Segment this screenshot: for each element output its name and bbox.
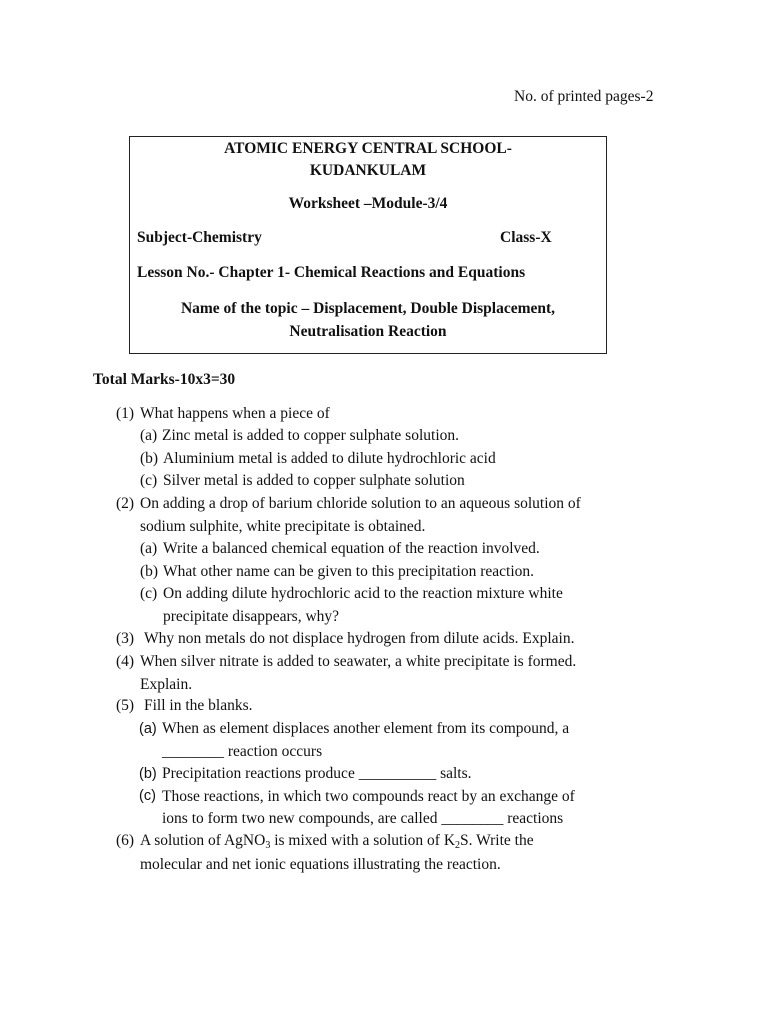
question-5a-text-line1: When as element displaces another element from its compound, a (162, 720, 570, 737)
question-2a-label: (a) (140, 540, 158, 557)
topic-line1: Name of the topic – Displacement, Double Displacement, (180, 300, 556, 317)
question-4-text-line2: Explain. (140, 676, 193, 693)
question-3-number: (3) (116, 630, 135, 647)
question-2c-label: (c) (140, 585, 158, 602)
question-2b-label: (b) (140, 563, 159, 580)
question-2-text-line2: sodium sulphite, white precipitate is obtained. (140, 518, 426, 535)
question-1b-text: Aluminium metal is added to dilute hydrochloric acid (163, 450, 496, 467)
worksheet-header-box (129, 136, 607, 354)
q6-text-part3: S. Write the (460, 832, 534, 849)
question-5a-label: (a) (139, 721, 157, 737)
question-1-text: What happens when a piece of (140, 405, 330, 422)
question-2-number: (2) (116, 495, 135, 512)
question-3-text: Why non metals do not displace hydrogen from dilute acids. Explain. (144, 630, 575, 647)
question-2c-text-line2: precipitate disappears, why? (163, 608, 340, 625)
q6-text-part1: A solution of AgNO (140, 832, 266, 849)
question-5b-text: Precipitation reactions produce __________ salts. (162, 765, 472, 782)
question-5c-text-line1: Those reactions, in which two compounds react by an exchange of (162, 788, 575, 805)
question-1c-label: (c) (140, 472, 158, 489)
school-name-line2: KUDANKULAM (309, 162, 427, 179)
question-5a-text-line2: ________ reaction occurs (162, 743, 323, 760)
question-4-number: (4) (116, 653, 135, 670)
printed-pages-count: No. of printed pages-2 (514, 88, 654, 105)
question-6-text-line2: molecular and net ionic equations illustrating the reaction. (140, 856, 501, 873)
class-label: Class-X (500, 229, 552, 246)
topic-label (130, 297, 606, 343)
question-2-text-line1: On adding a drop of barium chloride solution to an aqueous solution of (140, 495, 581, 512)
question-4-text-line1: When silver nitrate is added to seawater, a white precipitate is formed. (140, 653, 577, 670)
total-marks: Total Marks-10x3=30 (93, 371, 236, 388)
question-5c-label: (c) (139, 788, 156, 804)
question-2c-text-line1: On adding dilute hydrochloric acid to the reaction mixture white (163, 585, 563, 602)
question-5c-text-line2: ions to form two new compounds, are called ________ reactions (162, 810, 564, 827)
school-name-line1: ATOMIC ENERGY CENTRAL SCHOOL- (224, 140, 512, 157)
question-6-number: (6) (116, 832, 135, 849)
question-1c-text: Silver metal is added to copper sulphate solution (163, 472, 465, 489)
q6-subscript-2: 2 (455, 840, 461, 851)
question-2a-text: Write a balanced chemical equation of the reaction involved. (163, 540, 540, 557)
question-1a-label: (a) (140, 427, 158, 444)
question-5b-label: (b) (139, 766, 157, 782)
question-1a-text: Zinc metal is added to copper sulphate solution. (162, 427, 460, 444)
school-name (130, 138, 606, 182)
q6-text-part2: is mixed with a solution of K (270, 832, 456, 849)
worksheet-title: Worksheet –Module-3/4 (288, 195, 448, 212)
question-1b-label: (b) (140, 450, 159, 467)
question-1-number: (1) (116, 405, 135, 422)
question-6-text-line1 (140, 831, 534, 851)
topic-line2: Neutralisation Reaction (289, 323, 447, 340)
lesson-label: Lesson No.- Chapter 1- Chemical Reactions and Equations (137, 264, 526, 281)
question-2b-text: What other name can be given to this precipitation reaction. (163, 563, 535, 580)
question-5-text: Fill in the blanks. (144, 697, 253, 714)
q6-subscript-3: 3 (265, 840, 271, 851)
question-5-number: (5) (116, 697, 135, 714)
subject-label: Subject-Chemistry (137, 229, 262, 246)
